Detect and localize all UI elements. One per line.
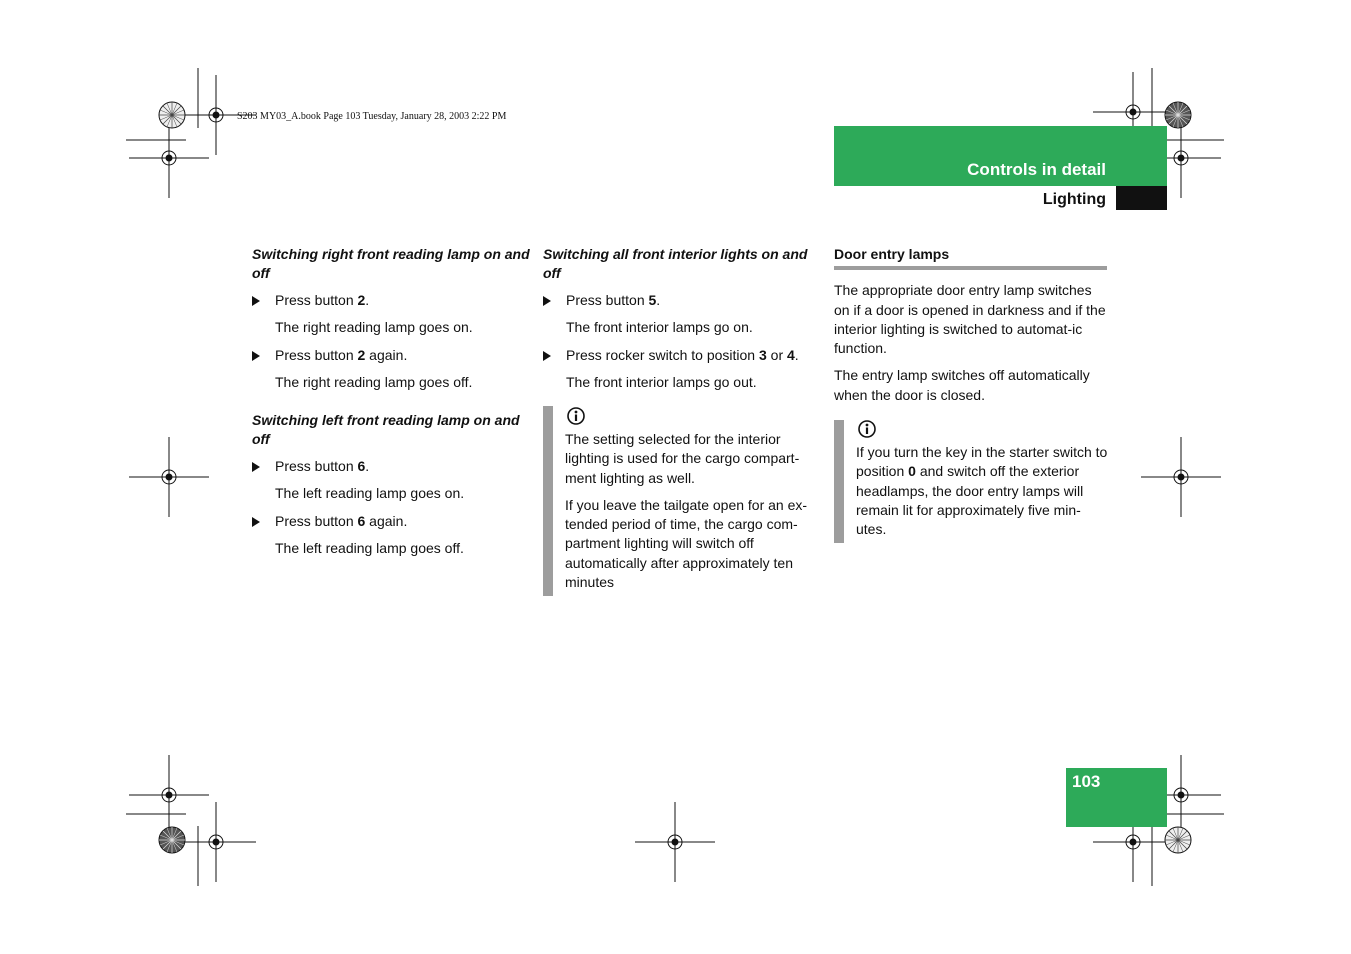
step-press-rocker-switch: Press rocker switch to position 3 or 4.: [543, 346, 821, 365]
triangle-bullet-icon: [543, 296, 551, 306]
info-paragraph: The setting selected for the interior lighting is used for the cargo compart-ment lighting as well.: [565, 431, 800, 486]
info-bar: [834, 420, 844, 543]
step-press-button-2: Press button 2.: [252, 291, 530, 310]
print-slug: S203 MY03_A.book Page 103 Tuesday, January 28, 2003 2:22 PM: [237, 111, 507, 122]
column-left: [252, 245, 530, 558]
result-text: The right reading lamp goes on.: [275, 319, 473, 336]
column-middle: [543, 245, 821, 392]
subsection-marker: [1116, 186, 1167, 210]
heading-rule: [834, 266, 1107, 270]
triangle-bullet-icon: [252, 351, 260, 361]
heading-right-reading-lamp: Switching right front reading lamp on and off: [252, 246, 530, 281]
step-press-button-6-again: Press button 6 again.: [252, 512, 530, 531]
triangle-bullet-icon: [543, 351, 551, 361]
subsection-title: Lighting: [1042, 191, 1106, 208]
section-title: Controls in detail: [967, 160, 1106, 179]
heading-door-entry-lamps: Door entry lamps: [834, 246, 950, 262]
triangle-bullet-icon: [252, 517, 260, 527]
page-number: 103: [1072, 772, 1101, 791]
triangle-bullet-icon: [252, 296, 260, 306]
step-press-button-5: Press button 5.: [543, 291, 821, 310]
info-paragraph: If you turn the key in the starter switch to position 0 and switch off the exterior headlamps, the door entry lamps will remain lit for approximately five min-utes.: [856, 444, 1108, 538]
info-note-door-entry: [834, 420, 1110, 543]
body-paragraph: The entry lamp switches off automatically when the door is closed.: [834, 367, 1090, 403]
info-icon: [858, 420, 876, 438]
triangle-bullet-icon: [252, 462, 260, 472]
step-press-button-2-again: Press button 2 again.: [252, 346, 530, 365]
info-note-cargo-lighting: [543, 406, 821, 596]
info-icon: [567, 407, 585, 425]
result-text: The right reading lamp goes off.: [275, 373, 473, 390]
result-text: The front interior lamps go out.: [566, 373, 757, 390]
result-text: The left reading lamp goes off.: [275, 540, 464, 557]
result-text: The left reading lamp goes on.: [275, 485, 465, 502]
info-paragraph: If you leave the tailgate open for an ex-tended period of time, the cargo com-partment lighting will switch off automatically after approximately ten minutes: [565, 496, 808, 591]
heading-front-interior-lights: Switching all front interior lights on and off: [543, 246, 808, 281]
body-paragraph: The appropriate door entry lamp switches on if a door is opened in darkness and if the interior lighting is switched to automat-ic function.: [834, 282, 1106, 357]
info-bar: [543, 406, 553, 596]
step-press-button-6: Press button 6.: [252, 457, 530, 476]
heading-left-reading-lamp: Switching left front reading lamp on and off: [252, 412, 520, 448]
result-text: The front interior lamps go on.: [566, 319, 753, 336]
